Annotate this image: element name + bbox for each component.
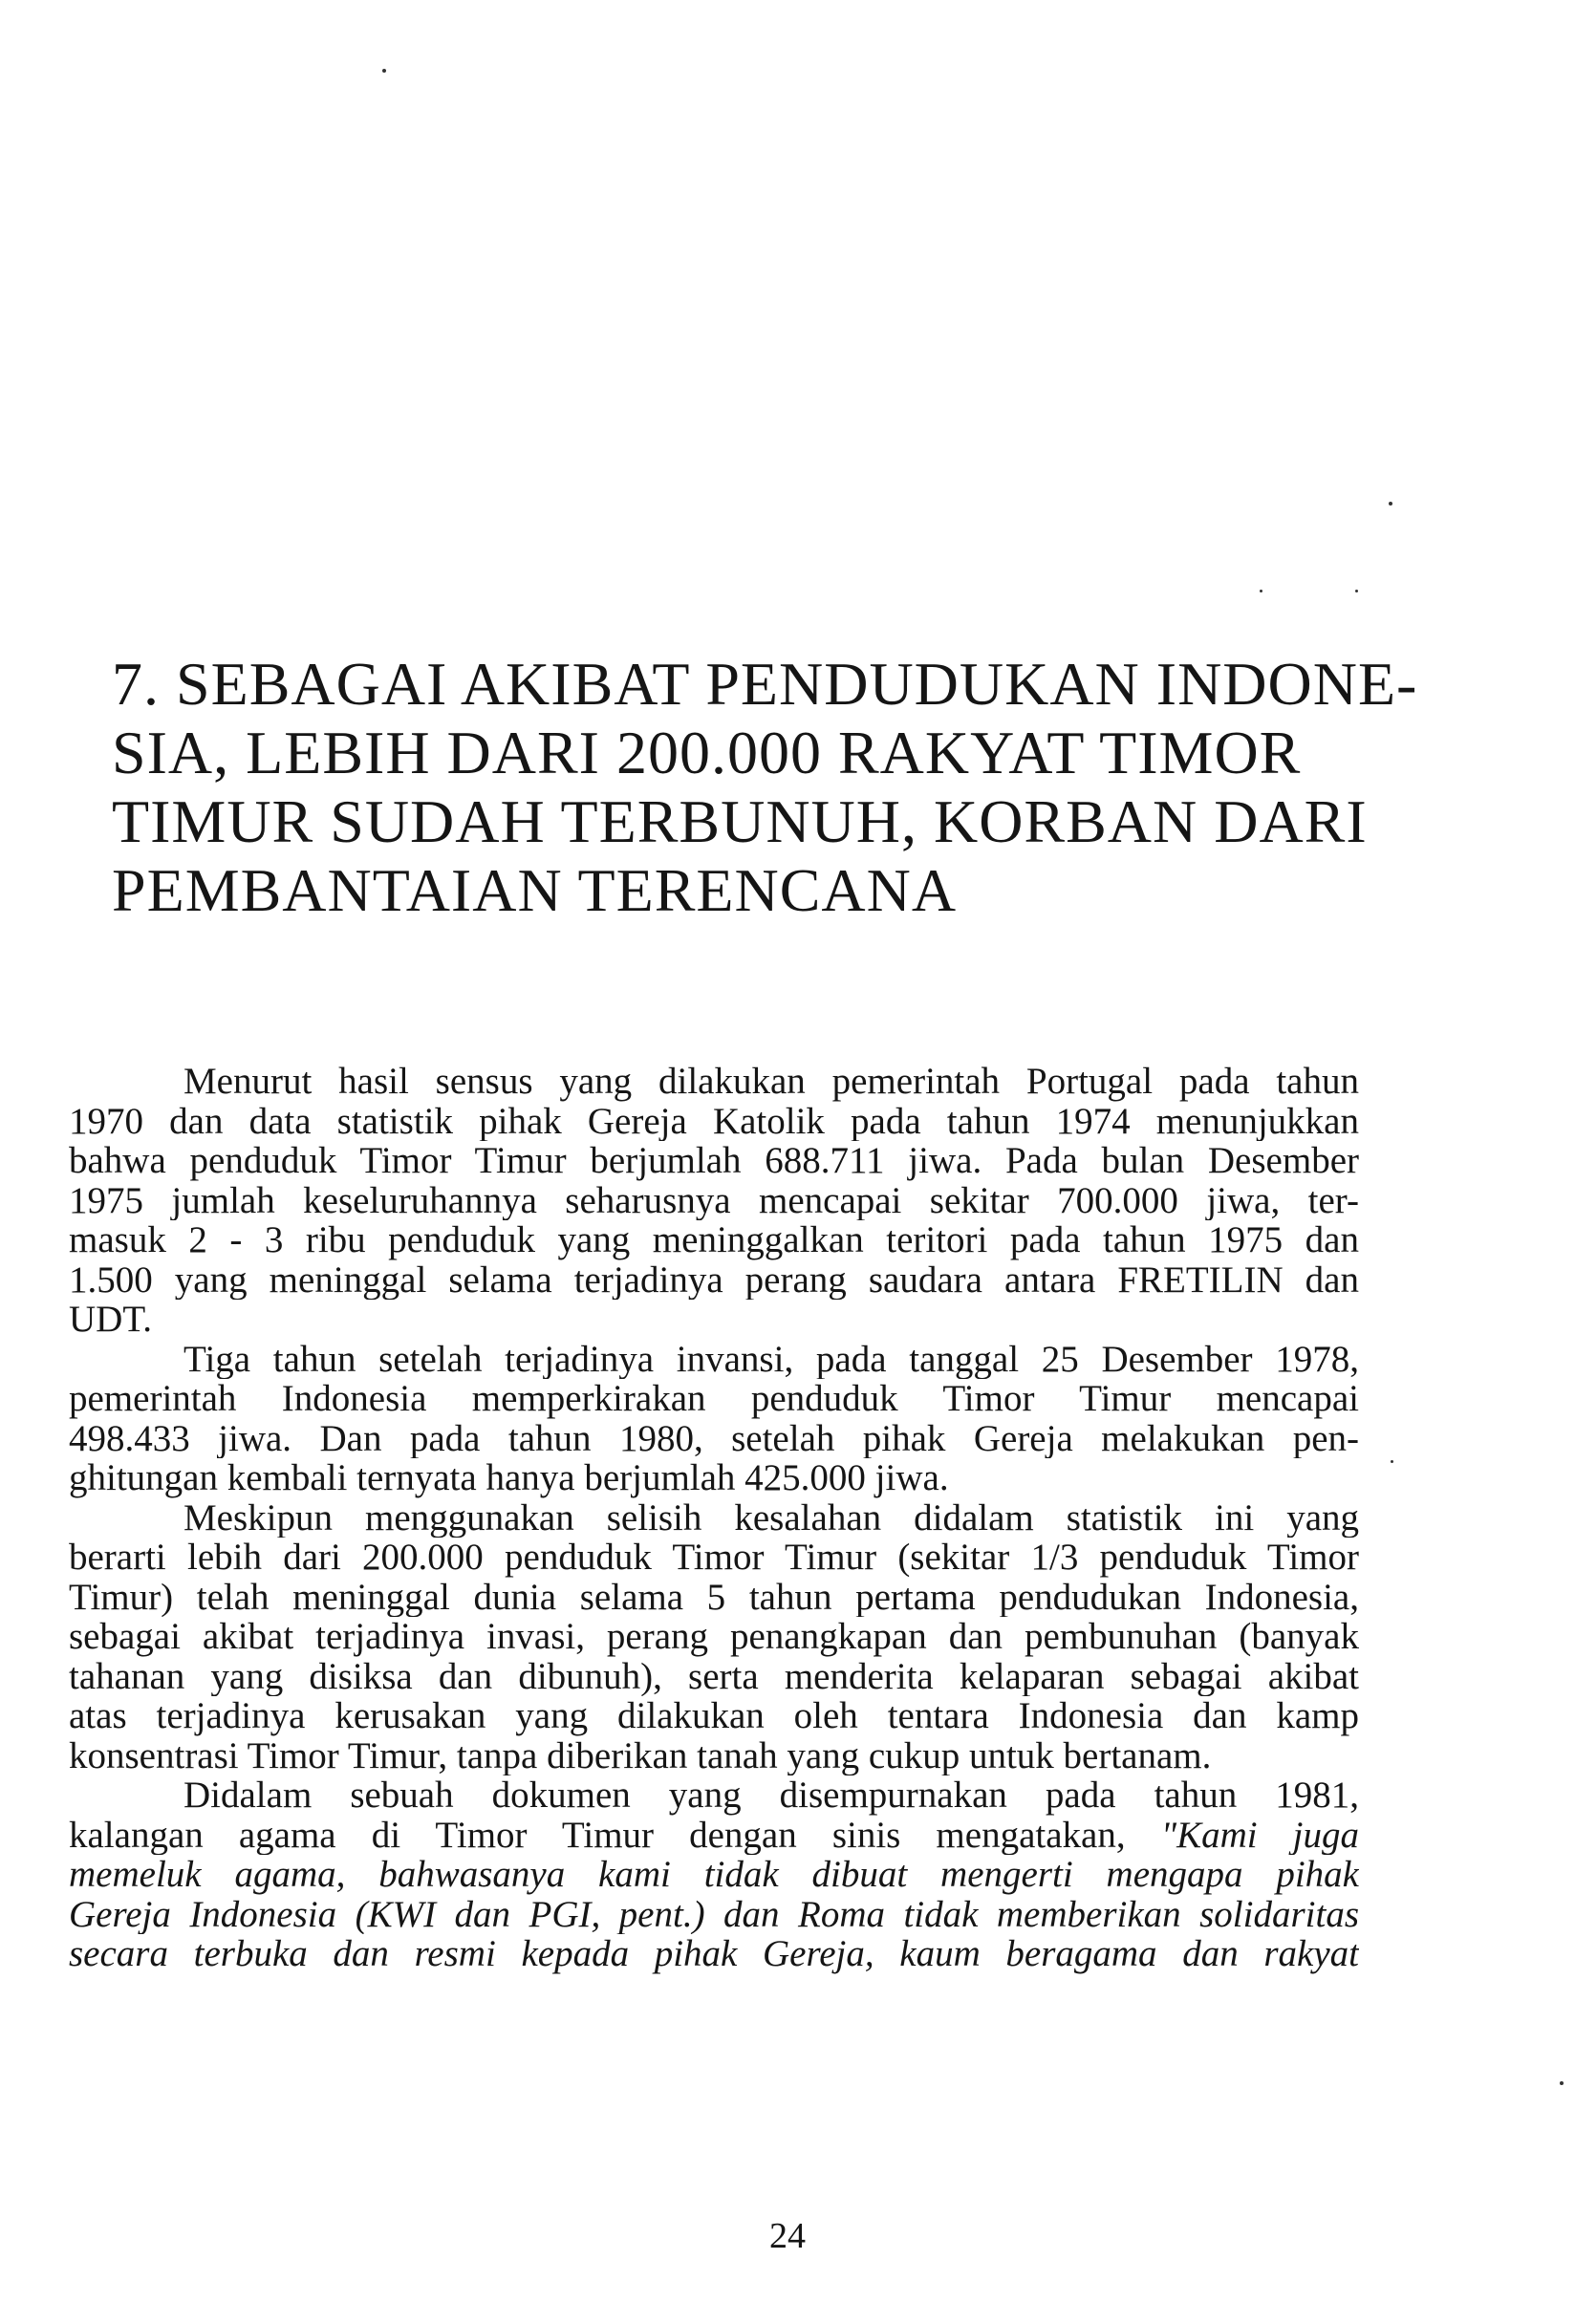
page-number: 24 (769, 2216, 806, 2256)
quote-line: Gereja Indonesia (KWI dan PGI, pent.) dan Roma tidak memberikan solidaritas (69, 1894, 1359, 1934)
text-line: ghitungan kembali ternyata hanya berjumlah 425.000 jiwa. (69, 1458, 949, 1498)
text-line: atas terjadinya kerusakan yang dilakukan oleh tentara Indonesia dan kamp (69, 1696, 1359, 1736)
text-line (69, 1816, 1359, 1856)
text-line: 1975 jumlah keseluruhannya seharusnya mencapai sekitar 700.000 jiwa, ter- (69, 1180, 1359, 1220)
paragraph-invasion-estimate (69, 1340, 1359, 1498)
text-line: Timur) telah meninggal dunia selama 5 tahun pertama pendudukan Indonesia, (69, 1577, 1359, 1617)
text-line: Didalam sebuah dokumen yang disempurnakan pada tahun 1981, (183, 1775, 1359, 1816)
text-span: kalangan agama di Timor Timur dengan sinis mengatakan, (69, 1815, 1126, 1855)
paragraph-church-document (69, 1775, 1359, 1974)
text-line: 1.500 yang meninggal selama terjadinya perang saudara antara FRETILIN dan (69, 1259, 1359, 1300)
quote-start: "Kami juga (1160, 1815, 1359, 1855)
text-line: sebagai akibat terjadinya invasi, perang penangkapan dan pembunuhan (banyak (69, 1617, 1359, 1657)
text-line: UDT. (69, 1300, 153, 1340)
text-line: konsentrasi Timor Timur, tanpa diberikan tanah yang cukup untuk bertanam. (69, 1735, 1212, 1775)
text-line: Menurut hasil sensus yang dilakukan pemerintah Portugal pada tahun (183, 1062, 1359, 1102)
paragraph-death-toll (69, 1498, 1359, 1776)
paragraph-census (69, 1062, 1359, 1340)
heading-line: PEMBANTAIAN TERENCANA (112, 856, 958, 924)
scan-speck (382, 69, 386, 73)
heading-line: SIA, LEBIH DARI 200.000 RAKYAT TIMOR (112, 719, 1302, 786)
text-line: 1970 dan data statistik pihak Gereja Katolik pada tahun 1974 menunjukkan (69, 1101, 1359, 1141)
scan-speck (1260, 590, 1262, 592)
text-line: Tiga tahun setelah terjadinya invansi, pada tanggal 25 Desember 1978, (183, 1339, 1359, 1379)
chapter-heading (112, 650, 1418, 925)
text-line: masuk 2 - 3 ribu penduduk yang meninggalkan teritori pada tahun 1975 dan (69, 1220, 1359, 1260)
scan-speck (1391, 1460, 1393, 1463)
scan-speck (1389, 502, 1392, 506)
text-line: Meskipun menggunakan selisih kesalahan didalam statistik ini yang (183, 1497, 1359, 1538)
body-text (69, 1062, 1359, 1974)
text-line: berarti lebih dari 200.000 penduduk Timor Timur (sekitar 1/3 penduduk Timor (69, 1538, 1359, 1578)
heading-line: 7. SEBAGAI AKIBAT PENDUDUKAN INDONE- (112, 650, 1418, 718)
text-line: pemerintah Indonesia memperkirakan penduduk Timor Timur mencapai (69, 1379, 1359, 1419)
scan-speck (1560, 2081, 1564, 2085)
text-line: tahanan yang disiksa dan dibunuh), serta menderita kelaparan sebagai akibat (69, 1656, 1359, 1696)
text-line: 498.433 jiwa. Dan pada tahun 1980, setelah pihak Gereja melakukan pen- (69, 1418, 1359, 1458)
heading-line: TIMUR SUDAH TERBUNUH, KORBAN DARI (112, 787, 1368, 855)
quote-line: memeluk agama, bahwasanya kami tidak dibuat mengerti mengapa pihak (69, 1855, 1359, 1895)
text-line: bahwa penduduk Timor Timur berjumlah 688.711 jiwa. Pada bulan Desember (69, 1141, 1359, 1181)
quote-line: secara terbuka dan resmi kepada pihak Gereja, kaum beragama dan rakyat (69, 1934, 1359, 1974)
scan-speck (1355, 590, 1358, 592)
